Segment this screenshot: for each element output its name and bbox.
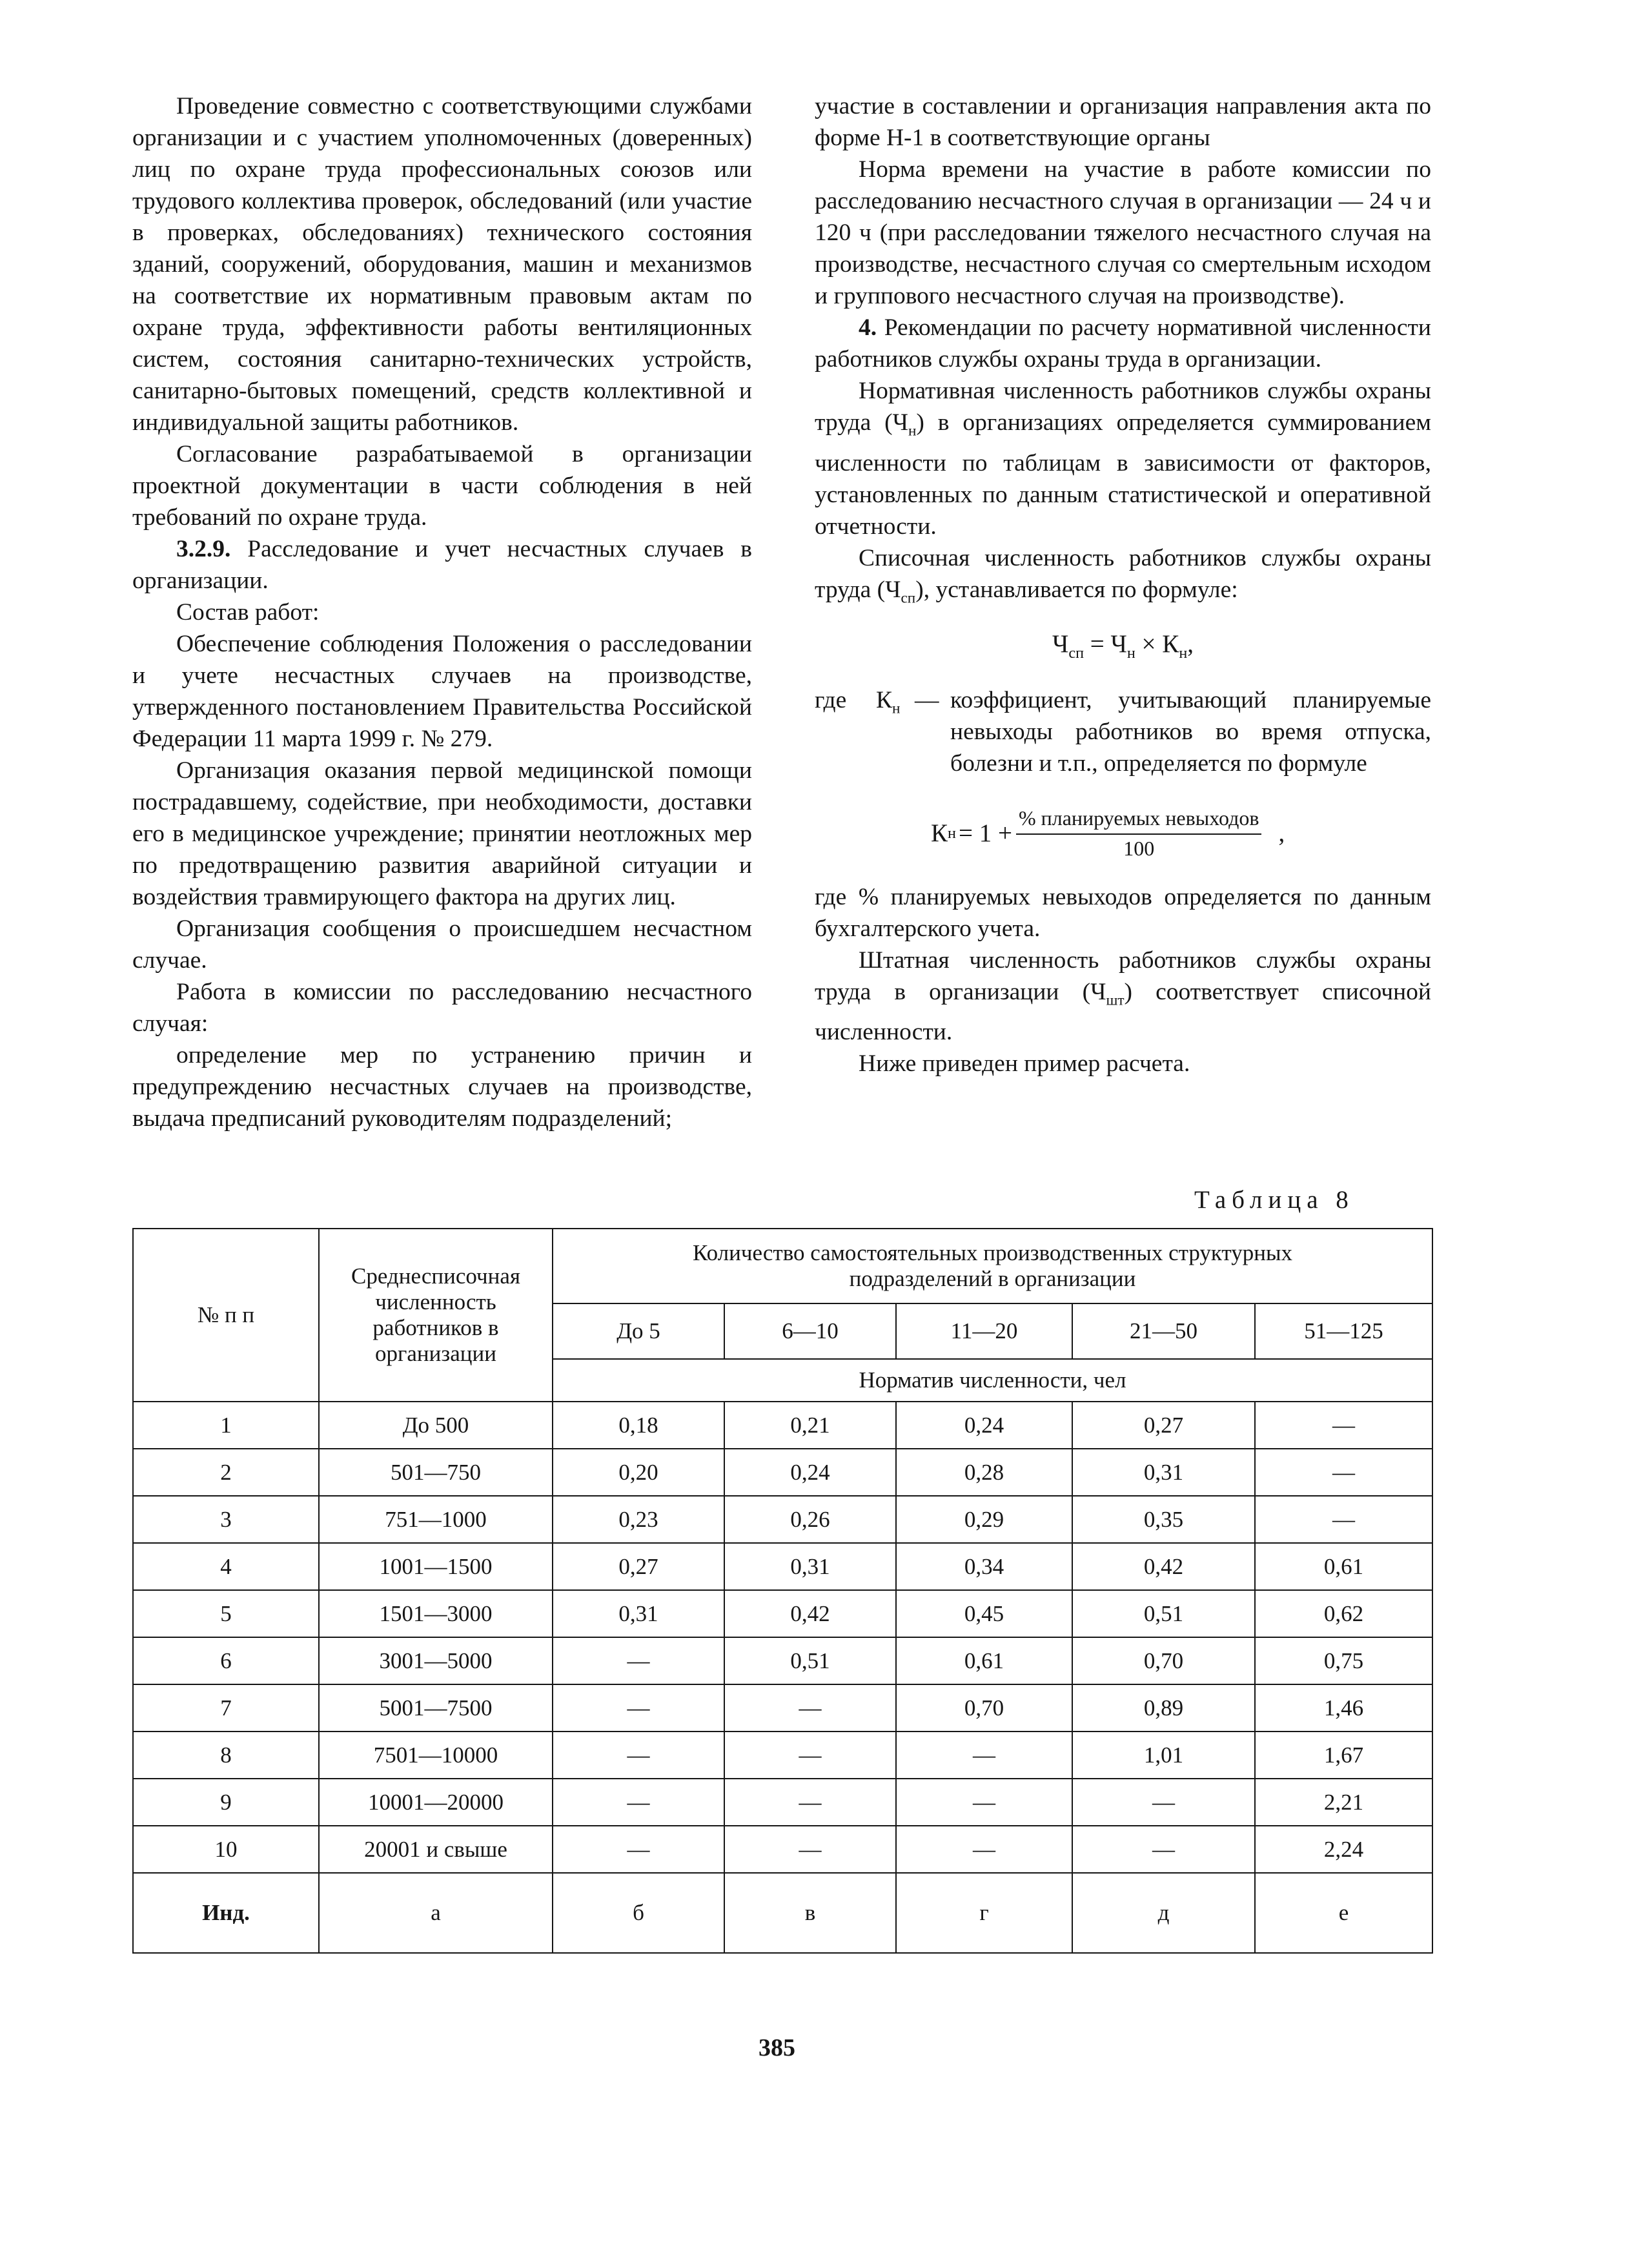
cell-value: —	[553, 1826, 724, 1873]
subscript: сп	[901, 589, 916, 606]
cell-value: 0,35	[1072, 1496, 1255, 1543]
text-run: ), устанавливается по формуле:	[915, 576, 1238, 603]
paragraph: Организация оказания первой медицинской помощи пострадавшему, содействие, при необходимости, доставки его в медицинское учреждение; принятии неотложных мер по предотвращению развития аварийной ситуации и воздействия травмирующего фактора на других лиц.	[132, 757, 752, 910]
paragraph: определение мер по устранению причин и предупреждению несчастных случаев на производстве, выдача предписаний руководителям подразделений;	[132, 1042, 752, 1132]
header-col: 11—20	[896, 1303, 1072, 1359]
paragraph: участие в составлении и организация направления акта по форме Н-1 в соответствующие органы	[815, 93, 1431, 151]
paragraph: Согласование разрабатываемой в организации проектной документации в части соблюдения в ней требований по охране труда.	[132, 441, 752, 531]
legend-symbol	[876, 684, 915, 779]
subscript: н	[1126, 644, 1136, 662]
cell-range: 7501—10000	[319, 1732, 553, 1779]
subscript: н	[892, 700, 901, 717]
table-row	[133, 1402, 1432, 1449]
cell-value: 0,29	[896, 1496, 1072, 1543]
cell-index: е	[1255, 1873, 1432, 1953]
cell-value: 1,67	[1255, 1732, 1432, 1779]
cell-range: 501—750	[319, 1449, 553, 1496]
cell-value: —	[553, 1637, 724, 1684]
cell-range: 5001—7500	[319, 1684, 553, 1732]
cell-value: —	[896, 1826, 1072, 1873]
cell-value: —	[553, 1684, 724, 1732]
formula-symbol: К	[931, 819, 948, 848]
header-unit: Норматив численности, чел	[553, 1359, 1432, 1402]
fraction-numerator: % планируемых невыходов	[1016, 805, 1262, 835]
header-avg-count: Среднесписочная численность работников в организации	[319, 1229, 553, 1402]
cell-value: —	[724, 1826, 896, 1873]
subscript: шт	[1106, 992, 1125, 1009]
paragraph: Норма времени на участие в работе комиссии по расследованию несчастного случая в организации — 24 ч и 120 ч (при расследовании тяжелого несчастного случая на производстве, несчастного случая со смертельным исходом и группового несчастного случая на производстве).	[815, 156, 1431, 309]
section-number: 3.2.9.	[176, 536, 231, 562]
cell-value: —	[1255, 1496, 1432, 1543]
cell-range: 1001—1500	[319, 1543, 553, 1590]
cell-index: а	[319, 1873, 553, 1953]
text-run: Нормативная численность работников службы охраны труда (Ч	[815, 378, 1431, 436]
text-run: Списочная численность работников службы охраны труда (Ч	[815, 544, 1431, 603]
table-row	[133, 1543, 1432, 1590]
cell-value: —	[553, 1732, 724, 1779]
text-run: ) соответствует списочной численности.	[815, 978, 1431, 1046]
header-col: 21—50	[1072, 1303, 1255, 1359]
legend-text: коэффициент, учитывающий планируемые невыходы работников во время отпуска, болезни и т.п., определяется по формуле	[950, 686, 1431, 777]
cell-value: 0,31	[553, 1590, 724, 1637]
cell-index: в	[724, 1873, 896, 1953]
cell-range: 10001—20000	[319, 1779, 553, 1826]
formula-punct: ,	[1278, 819, 1285, 848]
subscript: н	[908, 422, 917, 440]
cell-value: 0,21	[724, 1402, 896, 1449]
cell-num: 2	[133, 1449, 319, 1496]
cell-num: 10	[133, 1826, 319, 1873]
cell-range: До 500	[319, 1402, 553, 1449]
paragraph: Работа в комиссии по расследованию несчастного случая:	[132, 979, 752, 1037]
section-title: Рекомендации по расчету нормативной численности работников службы охраны труда в организации.	[815, 314, 1431, 373]
cell-index: г	[896, 1873, 1072, 1953]
section-heading	[132, 533, 752, 597]
table-index-row	[133, 1873, 1432, 1953]
cell-value: 0,75	[1255, 1637, 1432, 1684]
cell-value: —	[1255, 1402, 1432, 1449]
norms-table	[132, 1228, 1433, 1954]
cell-value: —	[724, 1779, 896, 1826]
cell-value: 0,27	[1072, 1402, 1255, 1449]
cell-range: 3001—5000	[319, 1637, 553, 1684]
header-col: 51—125	[1255, 1303, 1432, 1359]
formula-legend	[815, 684, 1431, 779]
header-col: 6—10	[724, 1303, 896, 1359]
formula-list-count	[815, 628, 1431, 669]
cell-value: 0,18	[553, 1402, 724, 1449]
cell-value: 0,23	[553, 1496, 724, 1543]
formula-punct: ,	[1187, 630, 1194, 658]
cell-num: 1	[133, 1402, 319, 1449]
cell-value: 0,45	[896, 1590, 1072, 1637]
formula-coefficient	[931, 805, 1431, 862]
paragraph	[815, 945, 1431, 1048]
cell-value: 0,26	[724, 1496, 896, 1543]
paragraph	[815, 375, 1431, 542]
cell-value: 2,24	[1255, 1826, 1432, 1873]
formula-symbol: × К	[1135, 630, 1179, 658]
table-row	[133, 1496, 1432, 1543]
cell-range: 20001 и свыше	[319, 1826, 553, 1873]
table-caption: Таблица 8	[1194, 1186, 1354, 1214]
cell-num: 9	[133, 1779, 319, 1826]
table-row	[133, 1684, 1432, 1732]
paragraph: Организация сообщения о происшедшем несчастном случае.	[132, 915, 752, 974]
section-title: Расследование и учет несчастных случаев в организации.	[132, 536, 752, 594]
cell-value: 0,20	[553, 1449, 724, 1496]
cell-value: 0,34	[896, 1543, 1072, 1590]
cell-index-label: Инд.	[133, 1873, 319, 1953]
cell-value: 0,24	[896, 1402, 1072, 1449]
cell-value: —	[1072, 1779, 1255, 1826]
cell-range: 1501—3000	[319, 1590, 553, 1637]
subscript: н	[948, 824, 956, 843]
cell-num: 4	[133, 1543, 319, 1590]
table-row	[133, 1732, 1432, 1779]
header-col: До 5	[553, 1303, 724, 1359]
right-column	[815, 90, 1431, 1079]
cell-value: —	[896, 1732, 1072, 1779]
fraction	[1016, 805, 1262, 862]
cell-value: —	[724, 1732, 896, 1779]
table-row	[133, 1779, 1432, 1826]
formula-symbol: Ч	[1052, 630, 1069, 658]
page-number: 385	[759, 2034, 795, 2061]
cell-value: 0,62	[1255, 1590, 1432, 1637]
cell-value: 0,42	[724, 1590, 896, 1637]
cell-value: 0,51	[724, 1637, 896, 1684]
cell-value: 0,42	[1072, 1543, 1255, 1590]
cell-value: 0,27	[553, 1543, 724, 1590]
table-row	[133, 1449, 1432, 1496]
cell-value: —	[724, 1684, 896, 1732]
cell-value: 0,61	[1255, 1543, 1432, 1590]
cell-index: б	[553, 1873, 724, 1953]
cell-value: 0,61	[896, 1637, 1072, 1684]
formula-symbol: = 1 +	[958, 819, 1012, 848]
legend-dash: —	[915, 686, 939, 713]
paragraph: Проведение совместно с соответствующими службами организации и с участием уполномоченных (доверенных) лиц по охране труда профессиональных союзов или трудового коллектива проверок, обследований (или участие в проверках, обследованиях) технического состояния зданий, сооружений, оборудования, машин и механизмов на соответствие их нормативным правовым актам по охране труда, эффективности работы вентиляционных систем, состояния санитарно-технических устройств, санитарно-бытовых помещений, средств коллективной и индивидуальной защиты работников.	[132, 93, 752, 436]
paragraph: Ниже приведен пример расчета.	[859, 1050, 1190, 1078]
cell-value: 0,70	[896, 1684, 1072, 1732]
left-column	[132, 90, 752, 1134]
cell-num: 6	[133, 1637, 319, 1684]
fraction-denominator: 100	[1123, 836, 1155, 860]
cell-value: 0,31	[1072, 1449, 1255, 1496]
header-subdivisions: Количество самостоятельных производственных структурных подразделений в организации	[553, 1229, 1432, 1303]
paragraph: Обеспечение соблюдения Положения о расследовании и учете несчастных случаев на производстве, утвержденного постановлением Правительства Российской Федерации 11 марта 1999 г. № 279.	[132, 631, 752, 752]
cell-num: 8	[133, 1732, 319, 1779]
cell-value: 0,31	[724, 1543, 896, 1590]
section-number: 4.	[859, 314, 877, 341]
cell-value: 0,70	[1072, 1637, 1255, 1684]
table-row	[133, 1637, 1432, 1684]
cell-value: 0,24	[724, 1449, 896, 1496]
cell-range: 751—1000	[319, 1496, 553, 1543]
header-row-number: № п п	[133, 1229, 319, 1402]
cell-value: —	[553, 1779, 724, 1826]
cell-value: —	[896, 1779, 1072, 1826]
text-run: Штатная численность работников службы охраны труда в организации (Ч	[815, 946, 1431, 1005]
paragraph	[815, 542, 1431, 615]
table-row	[133, 1826, 1432, 1873]
cell-num: 5	[133, 1590, 319, 1637]
cell-value: 2,21	[1255, 1779, 1432, 1826]
cell-value: 0,51	[1072, 1590, 1255, 1637]
subscript: н	[1179, 644, 1188, 662]
symbol: К	[876, 686, 893, 713]
formula-symbol: = Ч	[1084, 630, 1127, 658]
cell-value: 0,28	[896, 1449, 1072, 1496]
cell-num: 3	[133, 1496, 319, 1543]
text-run: ) в организациях определяется суммированием численности по таблицам в зависимости от факторов, установленных по данным статистической и оперативной отчетности.	[815, 409, 1431, 540]
table-row	[133, 1590, 1432, 1637]
cell-value: 0,89	[1072, 1684, 1255, 1732]
cell-value: —	[1255, 1449, 1432, 1496]
where-label: где	[815, 686, 847, 713]
section-heading	[815, 312, 1431, 375]
cell-value: —	[1072, 1826, 1255, 1873]
cell-num: 7	[133, 1684, 319, 1732]
cell-value: 1,46	[1255, 1684, 1432, 1732]
paragraph: Состав работ:	[176, 599, 320, 626]
cell-value: 1,01	[1072, 1732, 1255, 1779]
paragraph: где % планируемых невыходов определяется по данным бухгалтерского учета.	[815, 883, 1431, 942]
subscript: сп	[1068, 644, 1085, 662]
cell-index: д	[1072, 1873, 1255, 1953]
